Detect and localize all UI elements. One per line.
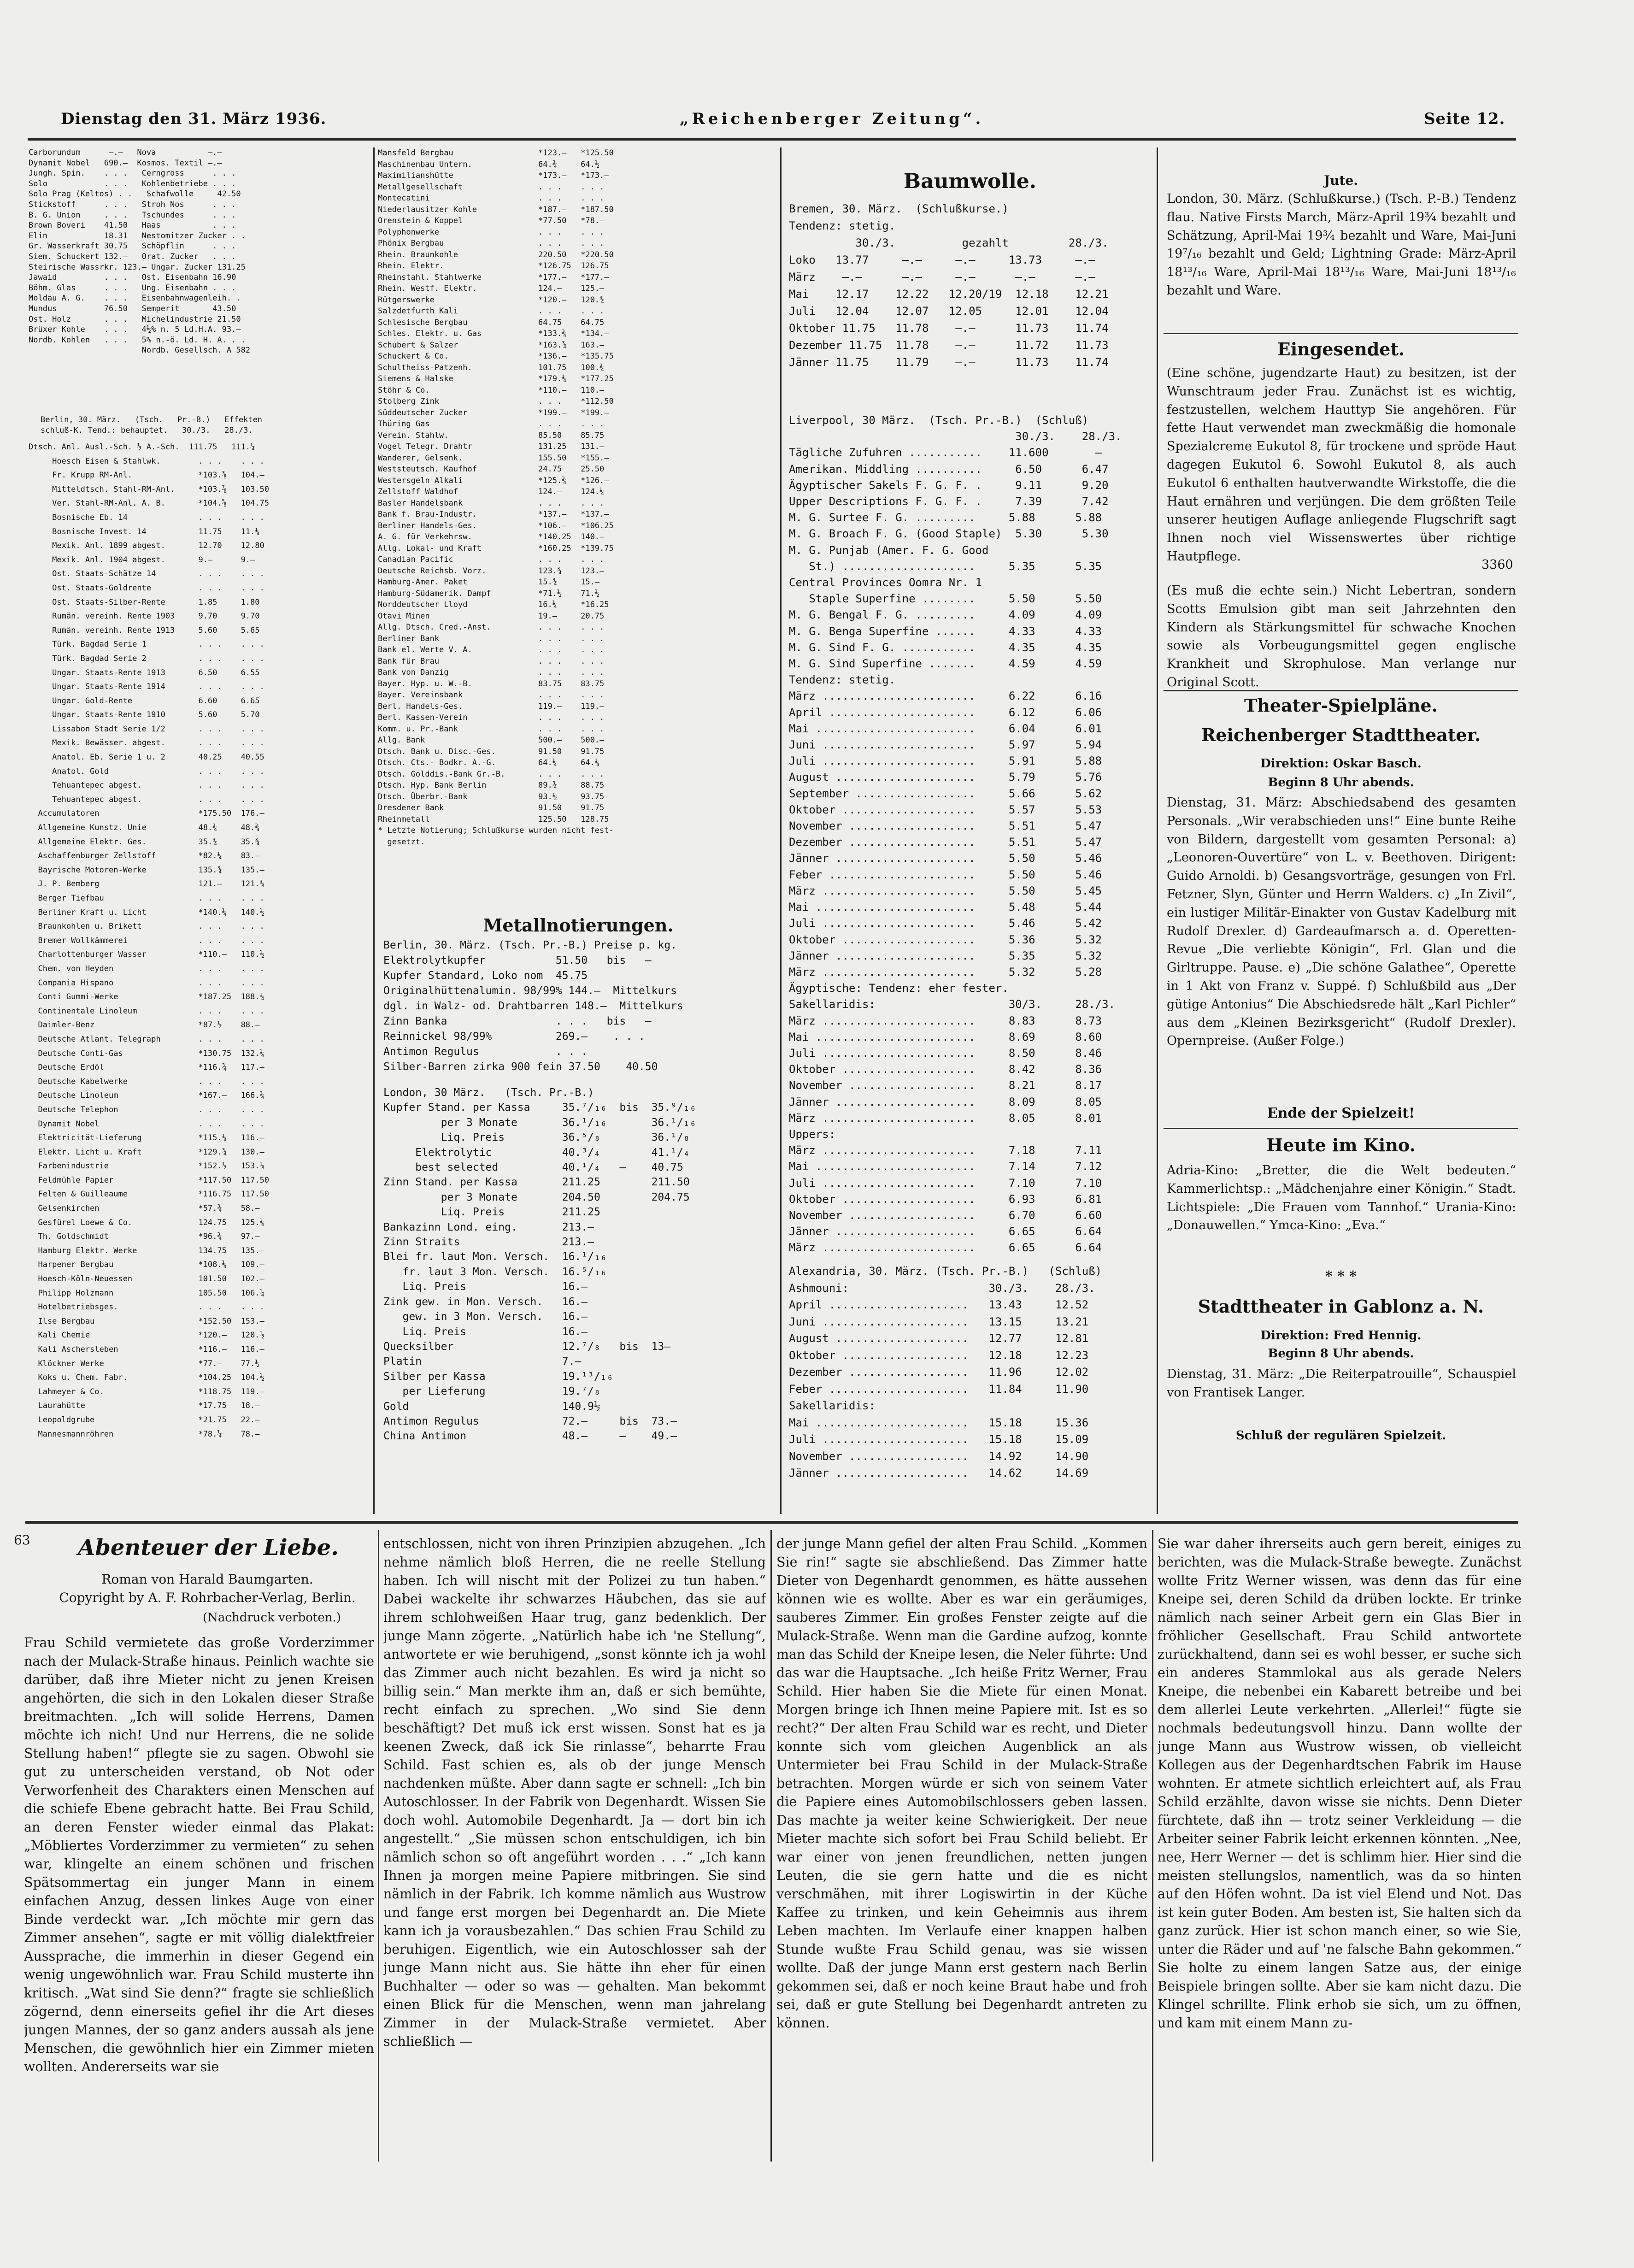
eingesendet-heading: Eingesendet. [1277,339,1405,359]
rule-jute [1164,333,1518,334]
gablonz-begin: Beginn 8 Uhr abends. [1268,1347,1414,1361]
season-end: Ende der Spielzeit! [1267,1105,1415,1121]
newspaper-title: „Reichenberger Zeitung“. [680,110,984,128]
novel-text-column-3: der junge Mann gefiel der alten Frau Schild. „Kommen Sie rin!“ sagte sie abschließend. Das Zimmer hatte Dieter von Degenhardt genommen, es hätte aussehen können wie es wollte. Aber es war ein geräumiges, sauberes Zimmer. Ein großes Fenster zeigte auf die Mulack-Straße. Wenn man die Gardine aufzog, konnte man das Schild der Kneipe lesen, die Neler führte: Und das war die Hauptsache. „Ich heiße Fritz Werner, Frau Schild. Hier haben Sie die Miete für einen Monat. Morgen bringe ich Ihnen meine Papiere mit. Ist es so recht?“ Der alten Frau Schild war es recht, und Dieter konnte sich vom gleichen Augenblick an als Untermieter bei Frau Schild in der Mulack-Straße betrachten. Morgen würde er sich von seinem Vater die Papiere eines Automobilschlossers geben lassen. Das machte ja weiter keine Schwierigkeit. Der neue Mieter machte sich sofort bei Frau Schild beliebt. Er war einer von jenen freundlichen, netten jungen Leuten, die sie gern hatte und die es nicht verschmähen, mit ihrer Logiswirtin in der Küche Kaffee zu trinken, und kein Geheimnis aus ihrem Leben machten. Im Verlaufe einer knappen halben Stunde wußte Frau Schild genau, was sie wissen wollte. Daß der junge Mann erst gestern nach Berlin gekommen sei, daß er noch keine Braut habe und froh sei, daß er gute Stellung bei Degenhardt antreten zu können. [776,1536,1147,2031]
gablonz-program: Dienstag, 31. März: „Die Reiterpatrouille“, Schauspiel von Frantisek Langer. [1167,1367,1516,1400]
stock-column-2: Mansfeld Bergbau *123.— *125.50 Maschinenbau Untern. 64.¾ 64.½ Maximilianshütte *173.— *173.— Metallgesellschaft . . . . . . Montecatini . . . . . . Niederlausitzer Kohle *187.— *187.50 Orenstein & Koppel *77.50 *78.— Polyphonwerke . . . . . . Phönix Bergbau . . . . . . Rhein. Braunkohle 220.50 *220.50 Rhein. Elektr. *126.75 126.75 Rheinstahl. Stahlwerke *177.— *177.— Rhein. Westf. Elektr. 124.— 125.— Rütgerswerke *120.— 120.¾ Salzdetfurth Kali . . . . . . Schlesische Bergbau 64.75 64.75 Schles. Elektr. u. Gas *133.¾ *134.— Schubert & Salzer *163.¾ 163.— Schuckert & Co. *136.— *135.75 Schultheiss-Patzenh. 101.75 100.¾ Siemens & Halske *179.¼ *177.25 Stöhr & Co. *110.— 110.— Stolberg Zink . . . *112.50 Süddeutscher Zucker *199.— *199.— Thüring Gas . . . . . . Verein. Stahlw. 85.50 85.75 Vogel Telegr. Drahtr 131.25 131.— Wanderer, Gelsenk. 155.50 *155.— Weststeutsch. Kaufhof 24.75 25.50 Westersgeln Alkali *125.¾ *126.— Zellstoff Waldhof 124.— 124.¼ Basler Handelsbank . . . . . . Bank f. Brau-Industr. *137.— *137.— Berliner Handels-Ges. *106.— *106.25 A. G. für Verkehrsw. *140.25 140.— Allg. Lokal- und Kraft *160.25 *139.75 Canadian Pacific . . . . . . Deutsche Reichsb. Vorz. 123.¾ 123.— Hamburg-Amer. Paket 15.¾ 15.— Hamburg-Südamerik. Dampf *71.½ 71.½ Norddeutscher Lloyd 16.¼ *16.25 Otavi Minen 19.— 20.75 Allg. Dtsch. Cred.-Anst. . . . . . . Berliner Bank . . . . . . Bank el. Werte V. A. . . . . . . Bank für Brau . . . . . . Bank von Danzig . . . . . . Bayer. Hyp. u. W.-B. 83.75 83.75 Bayer. Vereinsbank . . . . . . Berl. Handels-Ges. 119.— 119.— Berl. Kassen-Verein . . . . . . Komm. u. Pr.-Bank . . . . . . Allg. Bank 500.— 500.— Dtsch. Bank u. Disc.-Ges. 91.50 91.75 Dtsch. Cts.- Bodkr. A.-G. 64.¼ 64.¼ Dtsch. Golddis.-Bank Gr.-B. . . . . . . Dtsch. Hyp. Bank Berlin 89.¾ 88.75 Dtsch. Überbr.-Bank 93.½ 93.75 Dresdener Bank 91.50 91.75 Rheinmetall 125.50 128.75 * Letzte Notierung; Schlußkurse wurden nicht fest- gesetzt. [378,148,614,847]
reichenberg-theater-heading: Reichenberger Stadttheater. [1201,725,1481,745]
novel-author: Roman von Harald Baumgarten. [101,1572,313,1587]
kino-heading: Heute im Kino. [1266,1135,1416,1155]
cotton-liverpool: Liverpool, 30 März. (Tsch. Pr.-B.) (Schluß) 30./3. 28./3. Tägliche Zufuhren ........... 11.600 — Amerikan. Middling .......... 6.50 6.47 Ägyptischer Sakels F. G. F. . 9.11 9.20 Upper Descriptions F. G. F. . 7.39 7.42 M. G. Surtee F. G. ......... 5.88 5.88 M. G. Broach F. G. (Good Staple) 5.30 5.30 M. G. Punjab (Amer. F. G. Good St.) .................... 5.35 5.35 Central Provinces Oomra Nr. 1 Staple Superfine ........ 5.50 5.50 M. G. Bengal F. G. ......... 4.09 4.09 M. G. Benga Superfine ...... 4.33 4.33 M. G. Sind F. G. ........... 4.35 4.35 M. G. Sind Superfine ....... 4.59 4.59 Tendenz: stetig. März ....................... 6.22 6.16 April ...................... 6.12 6.06 Mai ........................ 6.04 6.01 Juni ....................... 5.97 5.94 Juli ....................... 5.91 5.88 August ..................... 5.79 5.76 September .................. 5.66 5.62 Oktober .................... 5.57 5.53 November ................... 5.51 5.47 Dezember ................... 5.51 5.47 Jänner ..................... 5.50 5.46 Feber ...................... 5.50 5.46 März ....................... 5.50 5.45 Mai ........................ 5.48 5.44 Juli ....................... 5.46 5.42 Oktober .................... 5.36 5.32 Jänner ..................... 5.35 5.32 März ....................... 5.32 5.28 Ägyptische: Tendenz: eher fester. Sakellaridis: 30/3. 28./3. März ....................... 8.83 8.73 Mai ........................ 8.69 8.60 Juli ....................... 8.50 8.46 Oktober .................... 8.42 8.36 November ................... 8.21 8.17 Jänner ..................... 8.09 8.05 März ....................... 8.05 8.01 Uppers: März ....................... 7.18 7.11 Mai ........................ 7.14 7.12 Juli ....................... 7.10 7.10 Oktober .................... 6.93 6.81 November ................... 6.70 6.60 Jänner ..................... 6.65 6.64 März ....................... 6.65 6.64 [789,414,1122,1255]
metals-heading: Metallnotierungen. [483,915,674,936]
page-number: Seite 12. [1424,110,1505,128]
novel-notice: (Nachdruck verboten.) [203,1611,341,1625]
stock-column-1-top: Carborundum —.— Nova —.— Dynamit Nobel 690.— Kosmos. Textil —.— Jungh. Spin. . . . Cerngross . . . Solo . . . Kohlenbetriebe . . . Solo Prag (Keltos) . . Schafwolle 42.50 Stickstoff . . . Stroh Nos . . . B. G. Union . . . Tschundes . . . Brown Boveri 41.50 Haas . . . Elin 18.31 Nestomitzer Zucker . . Gr. Wasserkraft 30.75 Schöpflin . . . Siem. Schuckert 132.— Orat. Zucker . . . Steirische Wassrkr. 123.— Ungar. Zucker 131.25 Jawaid . . . Ost. Eisenbahn 16.90 Böhm. Glas . . . Ung. Eisenbahn . . . Moldau A. G. . . . Eisenbahnwagenleih. . Mundus 76.50 Semperit 43.50 Ost. Holz . . . Michelindustrie 21.50 Brüxer Kohle . . . 4½% n. 5 Ld.H.A. 93.— Nordb. Kohlen . . . 5% n.-ö. Ld. H. A. . . Nordb. Gesellsch. A 582 [29,148,251,355]
novel-text-column-4: Sie war daher ihrerseits auch gern bereit, einiges zu berichten, was die Mulack-Straße bewegte. Zunächst wollte Fritz Werner wissen, was denn das für eine Kneipe sei, deren Schild da drüben lockte. Er trinke nämlich nach seiner Arbeit gern ein Glas Bier in fröhlicher Gesellschaft. Frau Schild antwortete zurückhaltend, dann sei es wohl besser, er suche sich ein anderes Stammlokal aus als gerade Nelers Kneipe, die nebenbei ein Kabarett betreibe und bei dem allerlei Leute verkehrten. „Allerlei!“ fügte sie nochmals bedeutungsvoll hinzu. Dann wollte der junge Mann aus Wustrow wissen, ob vielleicht Kollegen aus der Degenhardtschen Fabrik im Hause wohnten. Er atmete sichtlich erleichtert auf, als Frau Schild erzählte, davon wisse sie nichts. Denn Dieter fürchtete, daß ihn — trotz seiner Verkleidung — die Arbeiter seiner Fabrik leicht erkennen könnten. „Nee, nee, Herr Werner — det is schlimm hier. Hier sind die meisten stellungslos, namentlich, was da so hinten auf den Höfen wohnt. Da ist viel Elend und Not. Das ist kein guter Boden. Am besten ist, Sie halten sich da ganz zurück. Hier ist schon manch einer, so wie Sie, unter die Räder und auf 'ne falsche Bahn gekommen.“ Sie holte zu einem langen Satze aus, der einige Beispiele bringen sollte. Aber sie kam nicht dazu. Die Klingel schrillte. Flink erhob sie sich, um zu öffnen, und kam mit einem Mann zu- [1158,1536,1522,2031]
cotton-alexandria: Alexandria, 30. März. (Tsch. Pr.-B.) (Schluß) Ashmouni: 30./3. 28./3. April ..................... 13.43 12.52 Juni ...................... 13.15 13.21 August .................... 12.77 12.81 Oktober ................... 12.18 12.23 Dezember .................. 11.96 12.02 Feber ..................... 11.84 11.90 Sakellaridis: Mai ....................... 15.18 15.36 Juli ...................... 15.18 15.09 November .................. 14.92 14.90 Jänner .................... 14.62 14.69 [789,1265,1102,1479]
gablonz-theater-heading: Stadttheater in Gablonz a. N. [1198,1296,1484,1317]
column-divider-3 [1157,147,1158,1514]
eingesendet-notice-2: (Es muß die echte sein.) Nicht Lebertran, sondern Scotts Emulsion gibt man seit Jahrzehnten den Kindern als Stärkungsmittel für schwache Knochen sowie als Vorbeugungsmittel gegen englische Krankheit und Skrophulose. Man verlange nur Original Scott. [1167,583,1516,689]
installment-number: 63 [14,1532,30,1548]
column-divider-2 [780,147,782,1514]
rule-kino [1164,1128,1518,1129]
kino-program: Adria-Kino: „Bretter, die die Welt bedeuten.“ Kammerlichtsp.: „Mädchenjahre einer Königin.“ Stadt. Lichtspiele: „Die Frauen vom Tannhof.“ Urania-Kino: „Donauwellen.“ Ymca-Kino: „Eva.“ [1167,1163,1516,1233]
eingesendet-notice-1: (Eine schöne, jugendzarte Haut) zu besitzen, ist der Wunschtraum jeder Frau. Zunächst ist es wichtig, festzustellen, welchem Hauttyp Sie angehören. Für fette Haut verwendet man zweckmäßig die homonale Spezialcreme Eukutol 8, für trockene und spröde Haut dagegen Eukutol 6. Sowohl Eukutol 8, als auch Eukutol 6 enthalten hautverwandte Wirkstoffe, die die Haut ernähren und verjüngen. Die dem größten Teile unserer heutigen Auflage anliegende Flugschrift sagt Ihnen noch viel Wissenswertes über richtige Hautpflege. [1167,366,1516,564]
berlin-effekten-heading: Berlin, 30. März. (Tsch. Pr.-B.) Effekten schluß-K. Tend.: behauptet. 30./3. 28./3. [41,415,263,435]
metals-london: London, 30 März. (Tsch. Pr.-B.) Kupfer Stand. per Kassa 35.⁷/₁₆ bis 35.⁹/₁₆ per 3 Monate 36.¹/₁₆ 36.¹/₁₆ Liq. Preis 36.⁵/₈ 36.¹/₈ Elektrolytic 40.³/₄ 41.¹/₄ best selected 40.¹/₄ — 40.75 Zinn Stand. per Kassa 211.25 211.50 per 3 Monate 204.50 204.75 Liq. Preis 211.25 Bankazinn Lond. eing. 213.— Zinn Straits 213.— Blei fr. laut Mon. Versch. 16.¹/₁₆ fr. laut 3 Mon. Versch. 16.⁵/₁₆ Liq. Preis 16.— Zink gew. in Mon. Versch. 16.— gew. in 3 Mon. Versch. 16.— Liq. Preis 16.— Quecksilber 12.⁷/₈ bis 13— Platin 7.— Silber per Kassa 19.¹³/₁₆ per Lieferung 19.⁷/₈ Gold 140.9½ Antimon Regulus 72.— bis 73.— China Antimon 48.— — 49.— [383,1087,696,1443]
cotton-heading: Baumwolle. [903,170,1037,193]
reichenberg-begin: Beginn 8 Uhr abends. [1268,776,1414,789]
page-date: Dienstag den 31. März 1936. [61,110,327,128]
stock-column-1-bottom: Dtsch. Anl. Ausl.-Sch. ½ A.-Sch. 111.75 111.¼ Hoesch Eisen & Stahlwk. . . . . . . Fr. Krupp RM-Anl. *103.⅜ 104.— Mitteldtsch. Stahl-RM-Anl. *103.⅞ 103.50 Ver. Stahl-RM-Anl. A. B. *104.⅝ 104.75 Bosnische Eb. 14 . . . . . . Bosnische Invest. 14 11.75 11.¼ Mexik. Anl. 1899 abgest. 12.70 12.80 Mexik. Anl. 1904 abgest. 9.— 9.— Ost. Staats-Schätze 14 . . . . . . Ost. Staats-Goldrente . . . . . . Ost. Staats-Silber-Rente 1.85 1.80 Rumän. vereinh. Rente 1903 9.70 9.70 Rumän. vereinh. Rente 1913 5.60 5.65 Türk. Bagdad Serie 1 . . . . . . Türk. Bagdad Serie 2 . . . . . . Ungar. Staats-Rente 1913 6.50 6.55 Ungar. Staats-Rente 1914 . . . . . . Ungar. Gold-Rente 6.60 6.65 Ungar. Staats-Rente 1910 5.60 5.70 Lissabon Stadt Serie 1/2 . . . . . . Mexik. Bewässer. abgest. . . . . . . Anatol. Eb. Serie 1 u. 2 40.25 40.55 Anatol. Gold . . . . . . Tehuantepec abgest. . . . . . . Tehuantepec abgest. . . . . . . Accumulatoren *175.50 176.— Allgemeine Kunstz. Unie 48.¾ 48.¾ Allgemeine Elektr. Ges. 35.¾ 35.¾ Aschaffenburger Zellstoff *82.¼ 83.— Bayrische Motoren-Werke 135.¾ 135.— J. P. Bemberg 121.— 121.⅜ Berger Tiefbau . . . . . . Berliner Kraft u. Licht *140.¼ 140.½ Braunkohlen u. Brikett . . . . . . Bremer Wollkämmerei . . . . . . Charlottenburger Wasser *110.— 110.½ Chem. von Heyden . . . . . . Compania Hispano . . . . . . Conti Gummi-Werke *187.25 188.¼ Continentale Linoleum . . . . . . Daimler-Benz *87.½ 88.— Deutsche Atlant. Telegraph . . . . . . Deutsche Conti-Gas *130.75 132.¼ Deutsche Erdöl *116.¾ 117.— Deutsche Kabelwerke . . . . . . Deutsche Linoleum *167.— 166.¾ Deutsche Telephon . . . . . . Dynamit Nobel . . . . . . Elektricität-Lieferung *115.¼ 116.— Elektr. Licht u. Kraft *129.¾ 130.— Farbenindustrie *152.½ 153.⅛ Feldmühle Papier *117.50 117.50 Felten & Guilleaume *116.75 117.50 Gelsenkirchen *57.¾ 58.— Gesfürel Loewe & Co. 124.75 125.¼ Th. Goldschmidt *96.¾ 97.— Hamburg Elektr. Werke 134.75 135.— Harpener Bergbau *108.¼ 109.— Hoesch-Köln-Neuessen 101.50 102.— Philipp Holzmann 105.50 106.¼ Hotelbetriebsges. . . . . . . Ilse Bergbau *152.50 153.— Kali Chemie *120.— 120.½ Kali Aschersleben *116.— 116.— Klöckner Werke *77.— 77.½ Koks u. Chem. Fabr. *104.25 104.½ Lahmeyer & Co. *118.75 119.— Laurahütte *17.75 18.— Leopoldgrube *21.75 22.— Mannesmannröhren *78.¼ 78.— [29,442,269,1439]
reichenberg-program: Dienstag, 31. März: Abschiedsabend des gesamten Personals. „Wir verabschieden uns!“ Eine bunte Reihe von Bildern, dargestellt vom gesamten Personal: a) „Leonoren-Ouvertüre“ von L. v. Beethoven. Dirigent: Guido Arnoldi. b) Gesangsvorträge, gesungen von Frl. Fetzner, Slyn, Günter und Herrn Walders. c) „In Zivil“, ein lustiger Militär-Einakter von Gustav Kadelburg mit Rudolf Drexler. d) Gardeaufmarsch a. d. Operetten-Revue „Die verliebte Königin“, Frl. Glan und die Girltruppe. Pause. e) „Die schöne Galathee“, Operette in 1 Akt von Franz v. Suppé. f) Schlußbild aus „Der gütige Antonius“ Die Abschiedsrede hält „Karl Pichler“ aus dem „Kleinen Bezirksgericht“ (Rudolf Drexler). Opernpreise. (Außer Folge.) [1167,795,1516,1049]
cotton-bremen: Bremen, 30. März. (Schlußkurse.) Tendenz: stetig. 30./3. gezahlt 28./3. Loko 13.77 —.— —.— 13.73 —.— März —.— —.— —.— —.— —.— Mai 12.17 12.22 12.20/19 12.18 12.21 Juli 12.04 12.07 12.05 12.01 12.04 Oktober 11.75 11.78 —.— 11.73 11.74 Dezember 11.75 11.78 —.— 11.72 11.73 Jänner 11.75 11.79 —.— 11.73 11.74 [789,202,1109,369]
reichenberg-direction: Direktion: Oskar Basch. [1260,757,1422,771]
column-divider-1 [373,147,375,1514]
novel-divider-3 [1152,1530,1153,2162]
theater-heading: Theater-Spielpläne. [1244,695,1438,716]
eingesendet-number: 3360 [1481,558,1513,572]
feuilleton-rule [25,1521,1518,1524]
jute-report: London, 30. März. (Schlußkurse.) (Tsch. P.-B.) Tendenz flau. Native Firsts March, März-April 19¾ bezahlt und Schätzung, April-Mai 19¾ bezahlt und Ware, Mai-Juni 19⁷/₁₆ bezahlt und Geld; Lightning Grade: März-April 18¹³/₁₆ Ware, April-Mai 18¹³/₁₆ Ware, Mai-Juni 18¹³/₁₆ bezahlt und Ware. [1167,192,1516,298]
gablonz-season-end: Schluß der regulären Spielzeit. [1235,1429,1446,1443]
metals-berlin: Berlin, 30. März. (Tsch. Pr.-B.) Preise p. kg. Elektrolytkupfer 51.50 bis — Kupfer Standard, Loko nom 45.75 Originalhüttenalumin. 98/99% 144.— Mittelkurs dgl. in Walz- od. Drahtbarren 148.— Mittelkurs Zinn Banka . . . bis — Reinnickel 98/99% 269.— . . . Antimon Regulus . . . Silber-Barren zirka 900 fein 37.50 40.50 [383,939,683,1073]
rule-theater [1164,690,1518,691]
section-stars: * * * [1325,1268,1357,1284]
gablonz-direction: Direktion: Fred Hennig. [1260,1329,1422,1343]
novel-title: Abenteuer der Liebe. [78,1535,339,1561]
header-rule [28,138,1516,141]
novel-text-column-2: entschlossen, nicht von ihren Prinzipien abzugehen. „Ich nehme nämlich bloß Herren, die ne reelle Stellung haben. Ich will nischt mit der Polizei zu tun haben.“ Dabei wackelte ihr schwarzes Häubchen, das sie auf ihrem schlohweißen Haar trug, ganz bedenklich. Der junge Mann zögerte. „Natürlich habe ich 'ne Stellung“, antwortete er wie beruhigend, „sonst könnte ich ja wohl das Zimmer auch nicht bezahlen. Es wird ja nicht so billig sein.“ Man merkte ihm an, daß er sich bemühte, recht einfach zu sprechen. „Wo sind Sie denn beschäftigt? Det muß ick erst wissen. Sonst hat es ja keenen Zweck, daß ick Sie rinlasse“, beharrte Frau Schild. Fast schien es, als ob der junge Mensch nachdenken müßte. Aber dann sagte er schnell: „Ich bin Autoschlosser. In der Fabrik von Degenhardt. Wissen Sie doch wohl. Automobile Degenhardt. Ja — dort bin ich angestellt.“ „Sie müssen schon entschuldigen, ich bin nämlich schon so oft angeführt worden . . .“ „Ich kann Ihnen ja morgen meine Papiere mitbringen. Sie sind nämlich in der Fabrik. Ich komme nämlich aus Wustrow und fange erst morgen bei Degenhardt an. Die Miete kann ich ja vorausbezahlen.“ Das schien Frau Schild zu beruhigen. Eigentlich, wie ein Autoschlosser sah der junge Mann nicht aus. Sie hätte ihn eher für einen Buchhalter — oder so was — gehalten. Man bekommt einen Blick für die Menschen, wenn man jahrelang Zimmer in der Mulack-Straße vermietet. Aber schließlich — [383,1536,766,2049]
novel-divider-2 [770,1530,772,2162]
novel-copyright: Copyright by A. F. Rohrbacher-Verlag, Berlin. [59,1590,356,1605]
jute-heading: Jute. [1323,173,1358,188]
novel-divider-1 [378,1530,379,2162]
novel-text-column-1: Frau Schild vermietete das große Vorderzimmer nach der Mulack-Straße hinaus. Peinlich wachte sie darüber, daß ihre Mieter nicht zu jenen Kreisen angehörten, die sich in den Lokalen dieser Straße breitmachten. „Ich will solide Herrens, Damen möchte ich nich! Und nur Herrens, die ne solide Stellung haben!“ pflegte sie zu sagen. Obwohl sie gut zu unterscheiden verstand, ob Not oder Verworfenheit des Charakters einen Menschen auf die schiefe Ebene gebracht hatte. Bei Frau Schild, an deren Fenster wieder einmal das Plakat: „Möbliertes Vorderzimmer zu vermieten“ zu sehen war, klingelte an einem schönen und frischen Spätsommertag ein junger Mann in einem einfachen Anzug, dessen linkes Auge von einer Binde verdeckt war. „Ich möchte mir gern das Zimmer ansehen“, sagte er mit völlig dialektfreier Aussprache, die immerhin in dieser Gegend ein wenig ungewöhnlich war. Frau Schild musterte ihn kritisch. „Wat sind Sie denn?“ fragte sie schließlich zögernd, denn einerseits gefiel ihr die Art dieses jungen Mannes, der so ganz anders aussah als jene Menschen, die gewöhnlich hier ein Zimmer mieten wollten. Andererseits war sie [24,1635,374,2074]
